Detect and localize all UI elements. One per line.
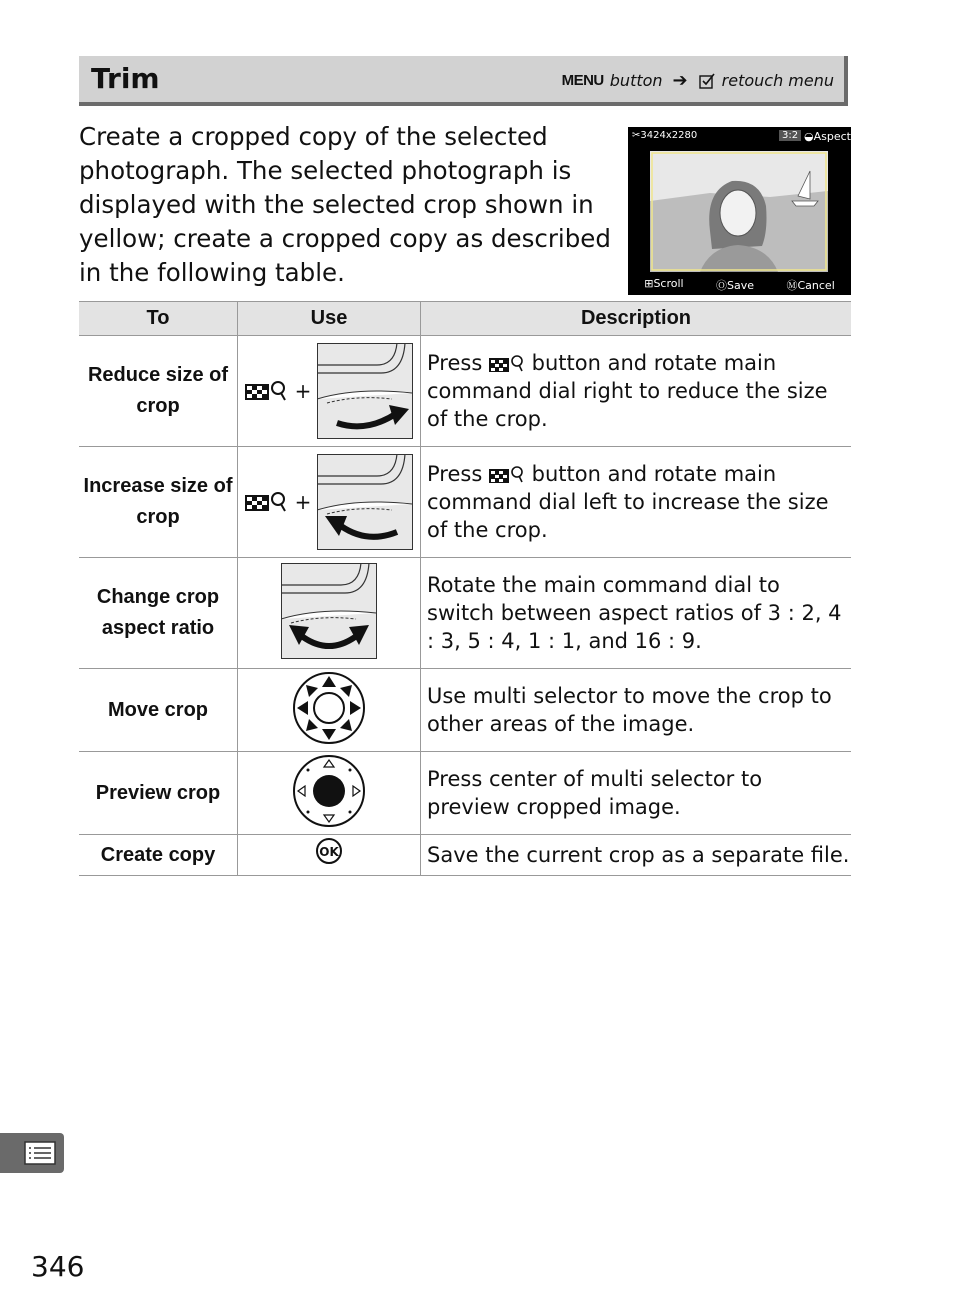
trim-controls-table: [79, 301, 851, 876]
lcd-cancel: ⓂCancel: [786, 279, 835, 292]
plus-sign: +: [294, 379, 312, 403]
column-header-to: To: [79, 302, 238, 336]
lcd-scroll: ⊞Scroll: [644, 277, 684, 290]
row-control: [238, 752, 421, 835]
svg-text:OK: OK: [319, 845, 339, 859]
arrow-icon: ➔: [672, 70, 688, 91]
row-control: [238, 558, 421, 669]
row-control: [238, 669, 421, 752]
row-action: Move crop: [79, 669, 238, 752]
page-number: 346: [31, 1250, 85, 1283]
menu-path: [562, 70, 834, 91]
camera-lcd-preview: [628, 127, 851, 295]
retouch-menu-tab-icon: [0, 1133, 64, 1173]
table-row: [79, 336, 851, 447]
trim-icon: ✂: [632, 130, 641, 141]
lcd-ratio: 3:2: [779, 130, 801, 141]
table-row: [79, 835, 851, 876]
ok-button-icon: [315, 837, 343, 865]
zoom-out-icon: [489, 466, 525, 484]
row-control: [238, 835, 421, 876]
row-description: Rotate the main command dial to switch between aspect ratios of 3 : 2, 4 : 3, 5 : 4, 1 : 1, and 16 : 9.: [421, 558, 852, 669]
lcd-size-readout: ✂3424x2280: [632, 130, 698, 141]
table-row: [79, 669, 851, 752]
retouch-menu-label: retouch menu: [721, 71, 834, 90]
row-action: Change crop aspect ratio: [79, 558, 238, 669]
multi-selector-directions-icon: [292, 671, 366, 745]
column-header-description: Description: [421, 302, 852, 336]
section-tab: [0, 1133, 64, 1173]
lcd-save: ⓄSave: [716, 279, 755, 292]
table-row: [79, 558, 851, 669]
intro-text: Create a cropped copy of the selected photograph. The selected photograph is displayed with the selected crop shown in yellow; create a cropped copy as described in the following table.: [79, 122, 611, 287]
dial-icon: ◒: [804, 130, 814, 143]
table-row: [79, 447, 851, 558]
row-control: [238, 447, 421, 558]
command-dial-both-icon: [281, 563, 377, 659]
page-title: Trim: [91, 62, 160, 95]
section-header: [79, 56, 848, 106]
portrait-photo: [650, 151, 828, 272]
column-header-use: Use: [238, 302, 421, 336]
ok-icon: Ⓞ: [716, 279, 728, 292]
row-description: Use multi selector to move the crop to other areas of the image.: [421, 669, 852, 752]
retouch-menu-icon: [698, 72, 716, 90]
lcd-aspect: ◒Aspect: [804, 130, 851, 143]
table-row: [79, 752, 851, 835]
multi-selector-center-icon: [292, 754, 366, 828]
row-action: Increase size of crop: [79, 447, 238, 558]
zoom-dial-icon: ⊞: [644, 277, 654, 290]
row-description: Press center of multi selector to preview cropped image.: [421, 752, 852, 835]
row-control: [238, 336, 421, 447]
command-dial-left-icon: [317, 454, 413, 550]
lcd-footer: [628, 277, 851, 293]
row-action: Create copy: [79, 835, 238, 876]
row-action: Reduce size of crop: [79, 336, 238, 447]
row-description: Save the current crop as a separate file.: [421, 835, 852, 876]
plus-sign: +: [294, 490, 312, 514]
zoom-out-icon: [245, 491, 289, 513]
command-dial-right-icon: [317, 343, 413, 439]
row-description: Press button and rotate main command dial right to reduce the size of the crop.: [421, 336, 852, 447]
table-header-row: [79, 302, 851, 336]
row-action: Preview crop: [79, 752, 238, 835]
zoom-out-icon: [245, 380, 289, 402]
zoom-out-icon: [489, 355, 525, 373]
row-description: Press button and rotate main command dial left to increase the size of the crop.: [421, 447, 852, 558]
menu-button-label: MENU: [561, 72, 604, 89]
menu-icon: Ⓜ: [786, 279, 798, 292]
button-word: button: [609, 71, 663, 90]
